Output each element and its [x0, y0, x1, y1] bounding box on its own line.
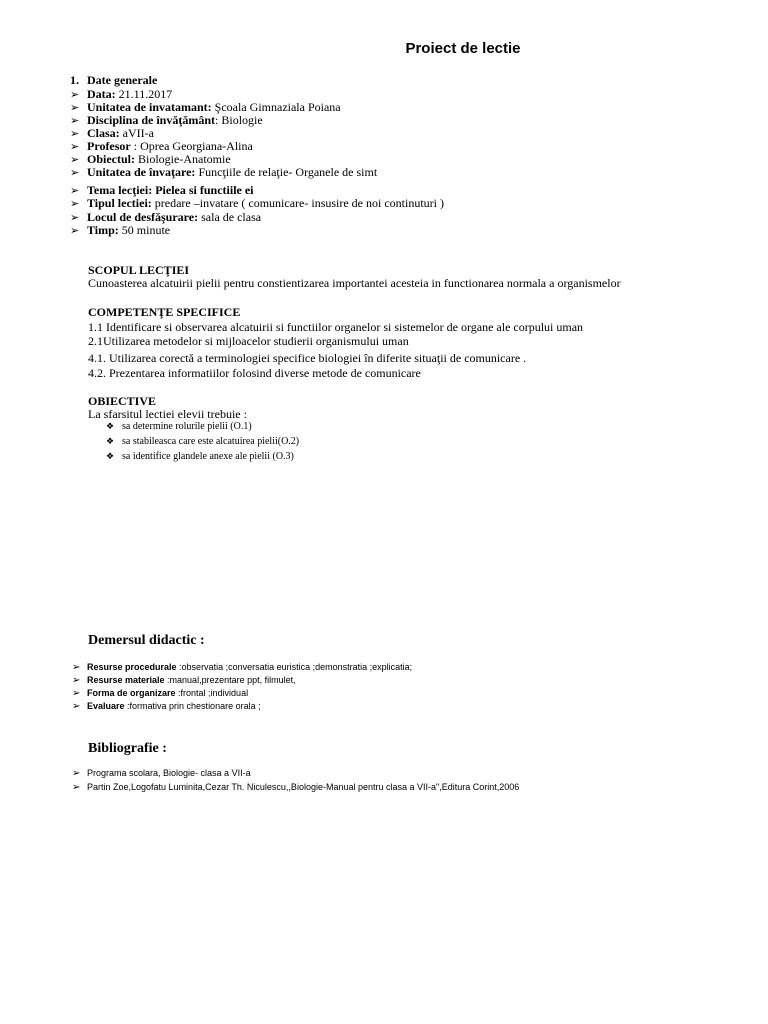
demers-label: Forma de organizare [87, 688, 176, 698]
general-value: Pielea si functiile ei [152, 183, 254, 197]
arrow-bullet-icon: ➢ [72, 701, 81, 712]
diamond-bullet-icon: ❖ [106, 436, 115, 446]
general-value: Şcoala Gimnaziala Poiana [211, 100, 341, 114]
arrow-bullet-icon: ➢ [70, 102, 80, 114]
obiectiv-text: sa determine rolurile pielii (O.1) [122, 421, 252, 432]
general-value: 50 minute [118, 223, 171, 237]
general-label: Tipul lectiei: [87, 196, 152, 210]
bibliografie-item [72, 768, 251, 779]
arrow-bullet-icon: ➢ [72, 675, 81, 686]
general-value: 21.11.2017 [115, 87, 173, 101]
arrow-bullet-icon: ➢ [70, 198, 80, 210]
bibliografie-text: Partin Zoe,Logofatu Luminita,Cezar Th. Niculescu,,Biologie-Manual pentru clasa a VII-a",Editura Corint,2006 [87, 782, 520, 792]
obiectiv-item [106, 451, 294, 462]
page-title: Proiect de lectie [405, 40, 521, 57]
demers-heading: Demersul didactic : [88, 633, 205, 648]
obiectiv-item [106, 421, 252, 432]
arrow-bullet-icon: ➢ [70, 141, 80, 153]
obiectiv-item [106, 436, 299, 447]
section-number: 1. [70, 73, 79, 87]
general-label: Timp: [87, 223, 119, 237]
obiective-intro: La sfarsitul lectiei elevii trebuie : [88, 407, 247, 421]
general-value: sala de clasa [198, 210, 262, 224]
general-label: Data: [87, 87, 116, 101]
demers-label: Resurse procedurale [87, 662, 177, 672]
general-value: aVII-a [119, 126, 154, 140]
arrow-bullet-icon: ➢ [70, 115, 80, 127]
scop-heading: SCOPUL LECŢIEI [88, 263, 190, 277]
diamond-bullet-icon: ❖ [106, 421, 115, 431]
demers-label: Resurse materiale [87, 675, 165, 685]
arrow-bullet-icon: ➢ [70, 167, 80, 179]
general-heading: Date generale [87, 73, 158, 87]
scop-text: Cunoasterea alcatuirii pielii pentru constientizarea importantei acesteia in functionarea normala a organismelor [88, 276, 621, 290]
demers-value: :formativa prin chestionare orala ; [124, 701, 261, 711]
general-label: Unitatea de invatamant: [87, 100, 212, 114]
general-label: Disciplina de învăţământ [87, 113, 216, 127]
general-label: Clasa: [87, 126, 120, 140]
general-heading-row [70, 74, 157, 87]
demers-value: :frontal ;individual [175, 688, 249, 698]
bibliografie-text: Programa scolara, Biologie- clasa a VII-a [87, 768, 251, 778]
arrow-bullet-icon: ➢ [72, 688, 81, 699]
bibliografie-item [72, 782, 519, 793]
arrow-bullet-icon: ➢ [70, 185, 80, 197]
demers-row [72, 701, 261, 712]
competenta-item: 1.1 Identificare si observarea alcatuirii si functiilor organelor si sistemelor de organe ale corpului uman [88, 320, 584, 334]
general-label: Obiectul: [87, 152, 135, 166]
arrow-bullet-icon: ➢ [70, 128, 80, 140]
demers-value: :observatia ;conversatia euristica ;demonstratia ;explicatia; [176, 662, 413, 672]
demers-row [72, 662, 412, 673]
general-label: Locul de desfăşurare: [87, 210, 199, 224]
demers-row [72, 688, 248, 699]
arrow-bullet-icon: ➢ [70, 212, 80, 224]
obiectiv-text: sa identifice glandele anexe ale pielii (O.3) [122, 451, 294, 462]
bibliografie-heading: Bibliografie : [88, 741, 167, 756]
general-value: Biologie-Anatomie [135, 152, 231, 166]
general-row [70, 166, 377, 180]
demers-label: Evaluare [87, 701, 125, 711]
competenta-item: 4.1. Utilizarea corectă a terminologiei specifice biologiei în diferite situaţii de comunicare . [88, 351, 527, 365]
demers-value: :manual,prezentare ppt, filmulet, [164, 675, 296, 685]
arrow-bullet-icon: ➢ [70, 89, 80, 101]
obiectiv-text: sa stabileasca care este alcatuirea pielii(O.2) [122, 436, 300, 447]
diamond-bullet-icon: ❖ [106, 451, 115, 461]
general-label: Profesor [87, 139, 131, 153]
competenta-item: 4.2. Prezentarea informatiilor folosind diverse metode de comunicare [88, 366, 421, 380]
demers-row [72, 675, 296, 686]
obiective-heading: OBIECTIVE [88, 394, 157, 408]
arrow-bullet-icon: ➢ [70, 225, 80, 237]
general-value: predare –invatare ( comunicare- insusire de noi continuturi ) [151, 196, 444, 210]
general-value: : Oprea Georgiana-Alina [130, 139, 253, 153]
arrow-bullet-icon: ➢ [72, 768, 81, 779]
general-value: Funcţiile de relaţie- Organele de simt [195, 165, 378, 179]
general-label: Tema lecţiei: [87, 183, 153, 197]
arrow-bullet-icon: ➢ [70, 154, 80, 166]
arrow-bullet-icon: ➢ [72, 662, 81, 673]
competenta-item: 2.1Utilizarea metodelor si mijloacelor studierii organismului uman [88, 334, 409, 348]
general-row [70, 224, 170, 238]
general-label: Unitatea de învaţare: [87, 165, 196, 179]
general-row [70, 197, 444, 211]
arrow-bullet-icon: ➢ [72, 782, 81, 793]
general-value: : Biologie [215, 113, 263, 127]
competente-heading: COMPETENŢE SPECIFICE [88, 305, 241, 319]
